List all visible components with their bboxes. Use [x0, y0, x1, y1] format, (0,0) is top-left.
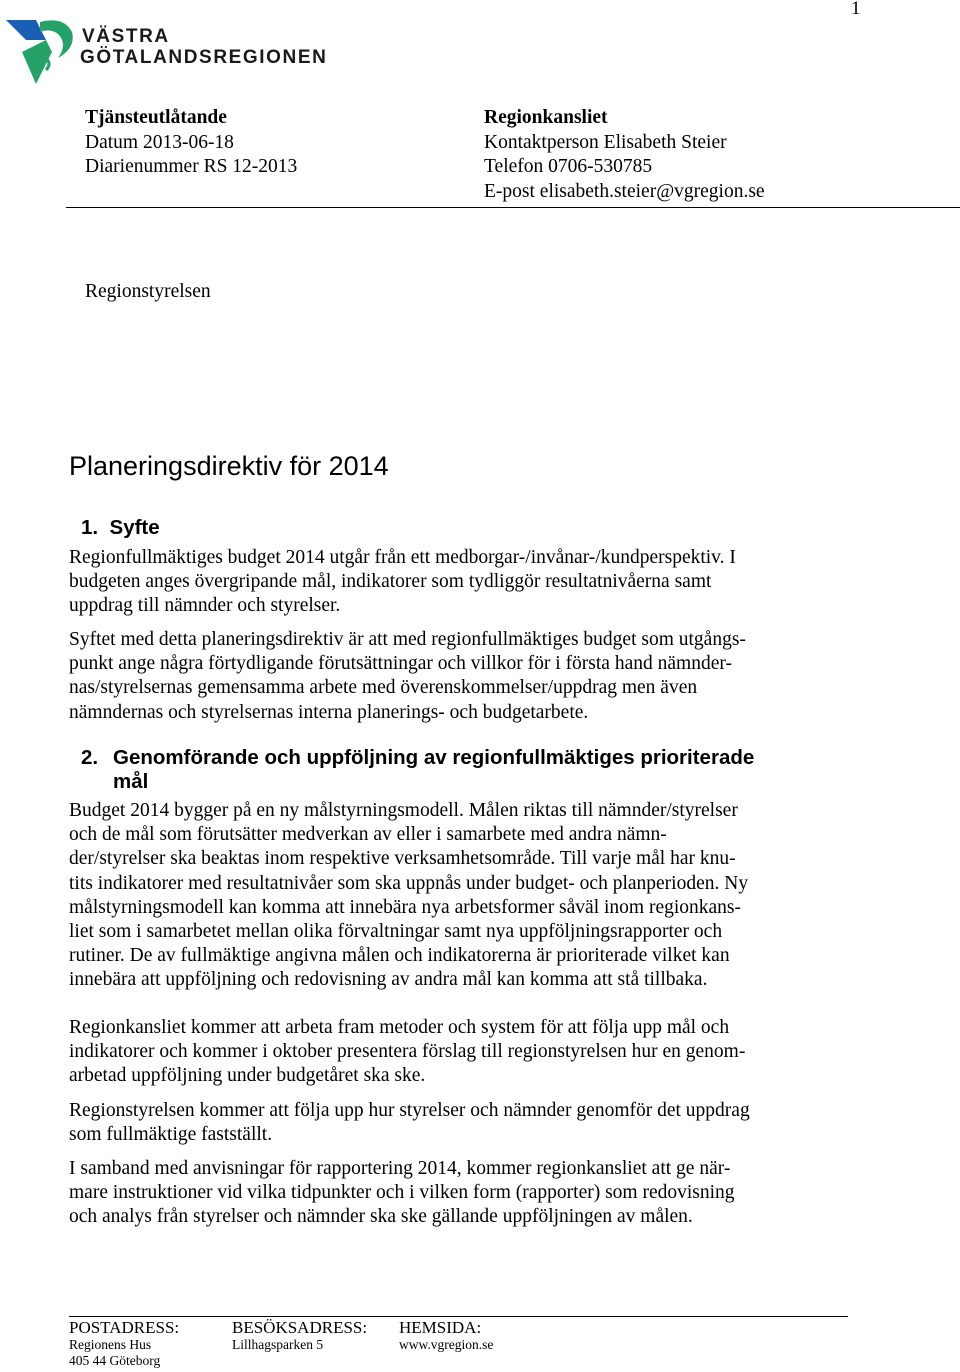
header-right — [484, 106, 765, 204]
section2-title: Genomförande och uppföljning av regionfullmäktiges prioriterade mål — [113, 746, 755, 793]
section2-number: 2. — [81, 746, 99, 769]
header-left — [85, 106, 297, 180]
visit-line-1: Lillhagsparken 5 — [232, 1337, 324, 1352]
web-label: HEMSIDA: — [399, 1318, 482, 1337]
footer-web — [399, 1319, 493, 1353]
section1-paragraph-1: Regionfullmäktiges budget 2014 utgår från ett medborgar-/invånar-/kundperspektiv. I budgeten anges övergripande mål, indikatorer som tydliggör resultatnivåerna samt uppdrag till nämnder och styrelser. — [69, 547, 736, 617]
logo-line1: VÄSTRA — [82, 26, 170, 47]
header-divider — [66, 207, 960, 208]
section1-title: Syfte — [109, 516, 160, 539]
footer-visit — [232, 1319, 367, 1353]
document-date: Datum 2013-06-18 — [85, 131, 234, 153]
contact-person: Kontaktperson Elisabeth Steier — [484, 131, 727, 153]
document-type: Tjänsteutlåtande — [85, 107, 227, 128]
logo-wordmark — [80, 26, 327, 68]
footer-divider — [69, 1316, 848, 1317]
section1-heading — [81, 516, 160, 540]
section2-heading — [81, 746, 98, 770]
diary-number: Diarienummer RS 12-2013 — [85, 156, 298, 177]
postal-line-1: Regionens Hus — [69, 1337, 152, 1352]
contact-email: E-post elisabeth.steier@vgregion.se — [484, 180, 765, 202]
section2-paragraph-4: I samband med anvisningar för rapportering 2014, kommer regionkansliet att ge när- mare instruktioner vid vilka tidpunkter och i vilken form (rapporter) som redovisning och analys från styrelser och nämnder ska ske gällande uppföljningen av målen. — [69, 1158, 735, 1228]
web-link[interactable]: www.vgregion.se — [399, 1337, 494, 1352]
contact-phone: Telefon 0706-530785 — [484, 156, 653, 177]
section2-paragraph-3: Regionstyrelsen kommer att följa upp hur styrelser och nämnder genomför det uppdrag som fullmäktige fastställt. — [69, 1100, 750, 1146]
section1-paragraph-2: Syftet med detta planeringsdirektiv är att med regionfullmäktiges budget som utgångs- punkt ange några förtydligande förutsättningar och villkor för i första hand nämnder- nas/styrelsernas gemensamma arbete med överenskommelser/uppdrag men även nämndernas och styrelsernas interna planerings- och budgetarbete. — [69, 629, 746, 723]
vgr-logo-mark — [6, 18, 86, 88]
postal-line-2: 405 44 Göteborg — [69, 1353, 161, 1368]
postal-label: POSTADRESS: — [69, 1318, 180, 1337]
section1-number: 1. — [81, 516, 99, 539]
section2-paragraph-2: Regionkansliet kommer att arbeta fram metoder och system för att följa upp mål och indikatorer och kommer i oktober presentera förslag till regionstyrelsen hur en genom- arbetad uppföljning under budgetåret ska ske. — [69, 1017, 746, 1087]
logo-line2: GÖTALANDSREGIONEN — [80, 47, 328, 68]
visit-label: BESÖKSADRESS: — [232, 1318, 368, 1337]
section2-paragraph-1: Budget 2014 bygger på en ny målstyrningsmodell. Målen riktas till nämnder/styrelser och de mål som förutsätter medverkan av eller i samarbete med andra nämn- der/styrelser ska beaktas inom respektive verksamhetsområde. Till varje mål har knu- tits indikatorer med resultatnivåer som ska uppnås under budget- och planperioden. Ny målstyrningsmodell kan komma att innebära nya arbetsformer såväl inom regionkans- liet som i samarbetet mellan olika förvaltningar samt nya uppföljningsrapporter och rutiner. De av fullmäktige angivna målen och indikatorerna är prioriterade vilket kan innebära att uppföljning och redovisning av andra mål kan komma att stå tillbaka. — [69, 800, 749, 991]
office-name: Regionkansliet — [484, 107, 608, 128]
page-number: 1 — [851, 0, 861, 19]
recipient: Regionstyrelsen — [85, 281, 211, 302]
footer-postal — [69, 1319, 179, 1369]
document-title: Planeringsdirektiv för 2014 — [69, 451, 389, 481]
